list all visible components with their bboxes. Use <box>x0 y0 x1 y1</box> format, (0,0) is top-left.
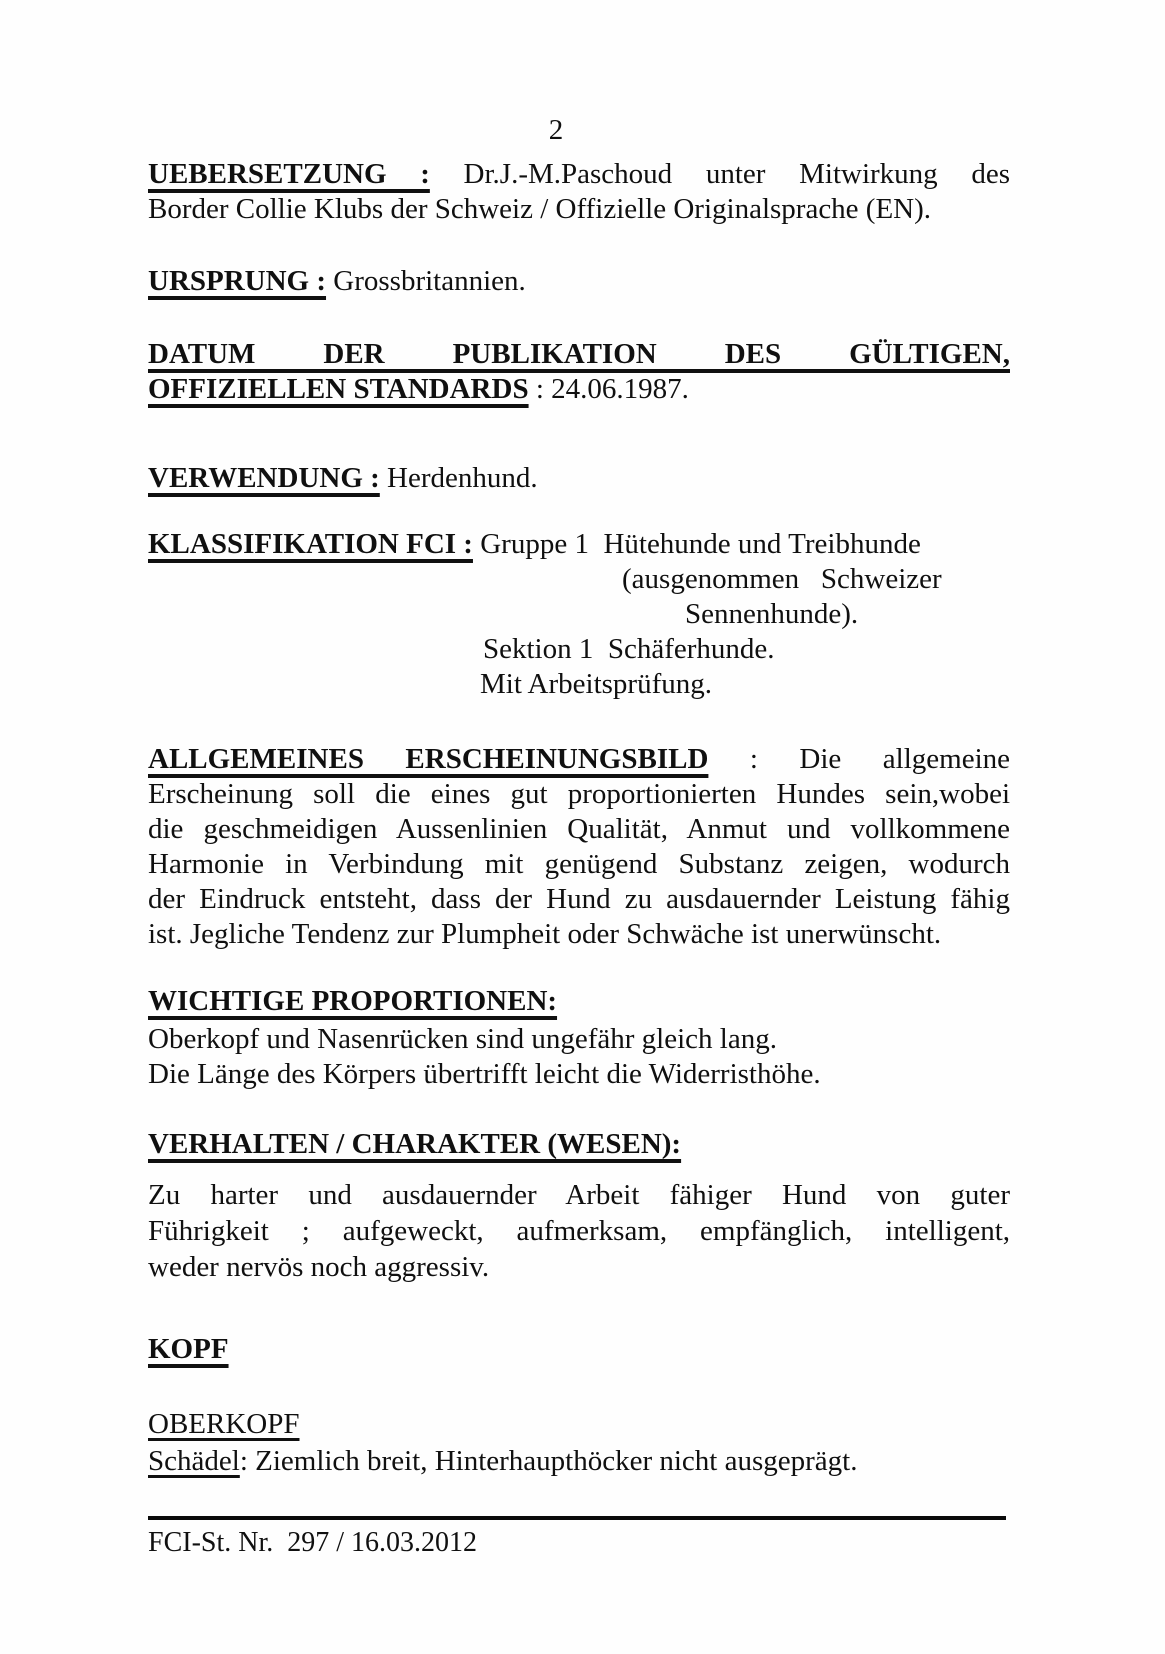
verhalten-heading-row <box>148 1127 1010 1162</box>
verhalten-heading: VERHALTEN / CHARAKTER (WESEN): <box>148 1128 682 1160</box>
allgemeines-line-5: der Eindruck entsteht, dass der Hund zu ausdauernder Leistung fähig <box>148 883 1010 915</box>
allgemeines-line-2: Erscheinung soll die eines gut proportionierten Hundes sein,wobei <box>148 778 1010 810</box>
oberkopf-heading-row <box>148 1407 1010 1442</box>
oberkopf-heading: OBERKOPF <box>148 1408 300 1440</box>
schaedel-label: Schädel <box>148 1445 240 1477</box>
klassifikation-line-4: Sektion 1 Schäferhunde. <box>483 633 775 665</box>
section-proportionen <box>148 1022 1010 1092</box>
klassifikation-line-5: Mit Arbeitsprüfung. <box>480 668 712 700</box>
section-klassifikation <box>148 527 1010 702</box>
proportionen-heading: WICHTIGE PROPORTIONEN: <box>148 985 558 1017</box>
verhalten-line-2: Führigkeit ; aufgeweckt, aufmerksam, empfänglich, intelligent, <box>148 1215 1010 1247</box>
datum-date-text: : 24.06.1987. <box>535 373 689 405</box>
section-allgemeines-erscheinungsbild <box>148 742 1010 952</box>
allgemeines-line-6: ist. Jegliche Tendenz zur Plumpheit oder Schwäche ist unerwünscht. <box>148 918 942 950</box>
datum-line-1 <box>148 337 1010 372</box>
section-datum <box>148 337 1010 407</box>
uebersetzung-line-1 <box>148 157 1010 192</box>
datum-line-2 <box>148 372 1010 407</box>
kopf-heading-row <box>148 1332 1010 1367</box>
klassifikation-line-3: Sennenhunde). <box>685 598 859 630</box>
footer-reference: FCI-St. Nr. 297 / 16.03.2012 <box>148 1527 478 1558</box>
allgemeines-line-4: Harmonie in Verbindung mit genügend Substanz zeigen, wodurch <box>148 848 1010 880</box>
datum-heading-line-2: OFFIZIELLEN STANDARDS <box>148 373 529 405</box>
allgemeines-text-start: : Die allgemeine <box>749 743 1010 775</box>
page-number: 2 <box>548 114 564 146</box>
verwendung-heading: VERWENDUNG : <box>148 462 380 494</box>
klassifikation-line-2: (ausgenommen Schweizer <box>622 563 942 595</box>
kopf-heading: KOPF <box>148 1333 229 1365</box>
allgemeines-line-1 <box>148 742 1010 777</box>
section-verwendung <box>148 461 1010 496</box>
klassifikation-gruppe: Gruppe 1 Hütehunde und Treibhunde <box>480 528 921 560</box>
uebersetzung-text: Dr.J.-M.Paschoud unter Mitwirkung des <box>463 158 1011 190</box>
ursprung-heading: URSPRUNG : <box>148 265 327 297</box>
verhalten-line-3: weder nervös noch aggressiv. <box>148 1251 490 1283</box>
klassifikation-heading: KLASSIFIKATION FCI : <box>148 528 473 560</box>
klassifikation-line-1 <box>148 527 1010 562</box>
section-uebersetzung <box>148 157 1010 227</box>
footer-divider <box>148 1516 1006 1520</box>
page-content <box>148 0 1010 1560</box>
allgemeines-heading: ALLGEMEINES ERSCHEINUNGSBILD <box>148 743 709 775</box>
uebersetzung-heading: UEBERSETZUNG : <box>148 158 430 190</box>
proportionen-line-1: Oberkopf und Nasenrücken sind ungefähr gleich lang. <box>148 1023 777 1055</box>
verhalten-line-1: Zu harter und ausdauernder Arbeit fähiger Hund von guter <box>148 1179 1010 1211</box>
ursprung-text: Grossbritannien. <box>333 265 526 297</box>
proportionen-line-2: Die Länge des Körpers übertrifft leicht die Widerristhöhe. <box>148 1058 821 1090</box>
section-verhalten <box>148 1177 1010 1285</box>
section-schaedel <box>148 1444 1010 1479</box>
allgemeines-line-3: die geschmeidigen Aussenlinien Qualität, Anmut und vollkommene <box>148 813 1010 845</box>
proportionen-heading-row <box>148 984 1010 1019</box>
section-ursprung <box>148 264 1010 299</box>
datum-heading-line-1: DATUM DER PUBLIKATION DES GÜLTIGEN, <box>148 338 1010 370</box>
uebersetzung-line-2: Border Collie Klubs der Schweiz / Offizielle Originalsprache (EN). <box>148 193 932 225</box>
schaedel-text: : Ziemlich breit, Hinterhaupthöcker nicht ausgeprägt. <box>239 1445 858 1477</box>
verwendung-text: Herdenhund. <box>387 462 538 494</box>
